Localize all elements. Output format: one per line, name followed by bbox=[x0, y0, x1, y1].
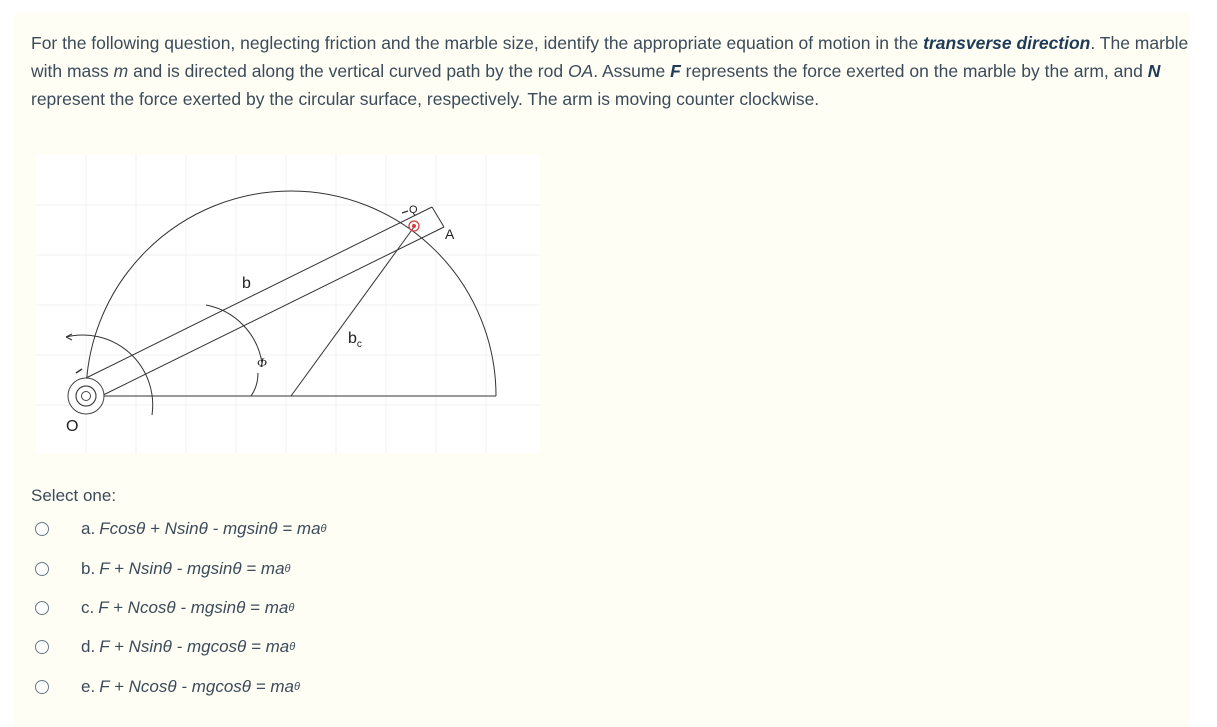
marble-center-icon bbox=[412, 224, 416, 228]
pivot-inner-icon bbox=[76, 386, 96, 406]
label-b: b bbox=[242, 275, 251, 292]
label-phi: Φ bbox=[257, 355, 267, 370]
select-one-label: Select one: bbox=[31, 486, 117, 505]
label-A: A bbox=[445, 226, 455, 242]
radio-button[interactable] bbox=[35, 640, 49, 654]
transverse-direction-emphasis: transverse direction bbox=[923, 33, 1091, 53]
question-text: For the following question, neglecting friction and the marble size, identify the appropriate equation of motion in the transverse direction. The marble with mass m and is directed along the vertical curved path by the rod OA. Assume F represents the force exerted on the marble by the arm, and N represent the force exerted by the circular surface, respectively. The arm is moving counter clockwise. bbox=[31, 33, 1189, 109]
option-e[interactable]: e. F + Ncosθ - mgcosθ = ma θ bbox=[35, 674, 300, 700]
option-b[interactable]: b. F + Nsinθ - mgsinθ = ma θ bbox=[35, 556, 291, 582]
mechanism-diagram bbox=[36, 155, 540, 453]
force-N-label: N bbox=[1147, 61, 1161, 81]
radio-button[interactable] bbox=[35, 680, 49, 694]
label-Q: Q bbox=[409, 204, 418, 216]
label-O: O bbox=[66, 418, 79, 435]
option-d[interactable]: d. F + Nsinθ - mgcosθ = ma θ bbox=[35, 634, 295, 660]
option-a[interactable]: a. Fcosθ + Nsinθ - mgsinθ = ma θ bbox=[35, 516, 327, 542]
radio-button[interactable] bbox=[35, 562, 49, 576]
radio-button[interactable] bbox=[35, 601, 49, 615]
force-F-label: F bbox=[670, 61, 681, 81]
option-c[interactable]: c. F + Ncosθ - mgsinθ = ma θ bbox=[35, 595, 294, 621]
radio-button[interactable] bbox=[35, 522, 49, 536]
label-bc: $b_c$ bbox=[348, 330, 362, 350]
mechanism-figure bbox=[36, 155, 540, 453]
